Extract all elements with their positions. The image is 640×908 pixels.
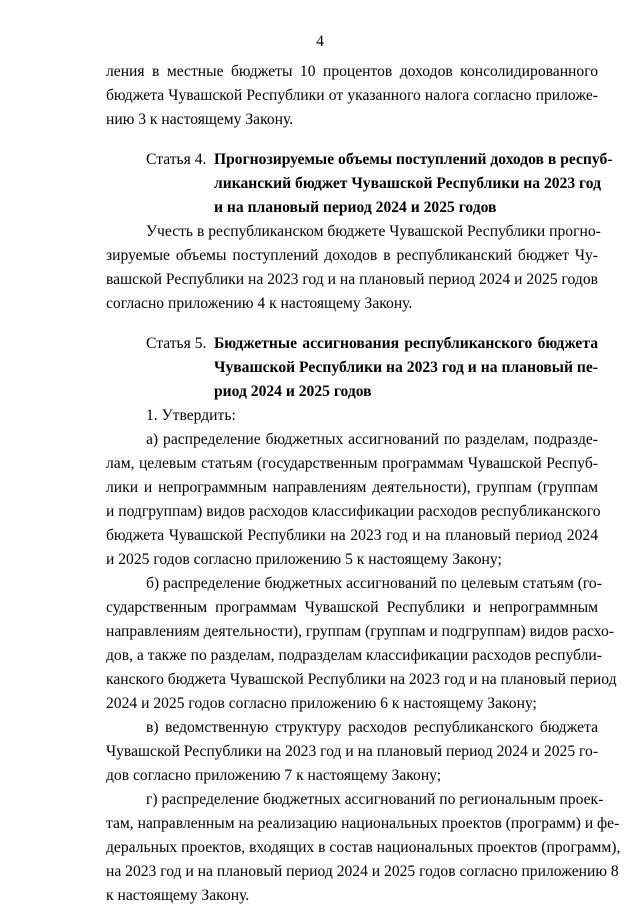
text-line: к настоящему Закону. bbox=[106, 887, 250, 904]
text-line: лам, целевым статьям (государственным программам Чувашской Респуб- bbox=[106, 455, 598, 472]
text-line: дов, а также по разделам, подразделам классификации расходов республи- bbox=[106, 647, 602, 664]
text-line: деральных проектов, входящих в состав национальных проектов (программ), bbox=[106, 839, 621, 856]
text-line: 2024 и 2025 годов согласно приложению 6 к настоящему Закону; bbox=[106, 695, 537, 712]
text-line: нию 3 к настоящему Закону. bbox=[106, 111, 294, 128]
article-4-title-line: и на плановый период 2024 и 2025 годов bbox=[214, 199, 497, 216]
text-line: согласно приложению 4 к настоящему Закону. bbox=[106, 295, 413, 312]
article-5-label: Статья 5. bbox=[146, 335, 207, 352]
text-line: бюджета Чувашской Республики на 2023 год и на плановый период 2024 bbox=[106, 527, 598, 544]
text-line: бюджета Чувашской Республики от указанного налога согласно приложе- bbox=[106, 87, 598, 104]
text-line: там, направленным на реализацию национальных проектов (программ) и фе- bbox=[106, 815, 620, 832]
text-line: зируемые объемы поступлений доходов в республиканский бюджет Чу- bbox=[106, 247, 598, 264]
article-5-title-line: риод 2024 и 2025 годов bbox=[214, 383, 372, 400]
text-line: в) ведомственную структуру расходов республиканского бюджета bbox=[146, 719, 598, 736]
text-line: и подгруппам) видов расходов классификации расходов республиканского bbox=[106, 503, 601, 520]
text-line: а) распределение бюджетных ассигнований по разделам, подразде- bbox=[146, 431, 598, 448]
article-5-title-line: Чувашской Республики на 2023 год и на плановый пе- bbox=[214, 359, 598, 376]
text-line: вашской Республики на 2023 год и на плановый период 2024 и 2025 годов bbox=[106, 271, 598, 288]
text-line: на 2023 год и на плановый период 2024 и 2025 годов согласно приложению 8 bbox=[106, 863, 619, 880]
article-4-title-line: Прогнозируемые объемы поступлений доходов в респуб- bbox=[214, 151, 613, 168]
text-line: Чувашской Республики на 2023 год и на плановый период 2024 и 2025 го- bbox=[106, 743, 599, 760]
text-line: лики и непрограммным направлениям деятельности), группам (группам bbox=[106, 479, 598, 496]
text-line: г) распределение бюджетных ассигнований по региональным проек- bbox=[146, 791, 604, 808]
item-1: 1. Утвердить: bbox=[146, 407, 236, 424]
text-line: Учесть в республиканском бюджете Чувашской Республики прогно- bbox=[146, 223, 601, 240]
text-line: дов согласно приложению 7 к настоящему Закону; bbox=[106, 767, 442, 784]
article-4-title-line: ликанский бюджет Чувашской Республики на 2023 год bbox=[214, 175, 601, 192]
text-line: б) распределение бюджетных ассигнований по целевым статьям (го- bbox=[146, 575, 602, 592]
text-line: сударственным программам Чувашской Республики и непрограммным bbox=[106, 599, 598, 616]
article-5-title-line: Бюджетные ассигнования республиканского бюджета bbox=[214, 335, 598, 352]
page-number: 4 bbox=[316, 33, 324, 50]
text-line: ления в местные бюджеты 10 процентов доходов консолидированного bbox=[106, 63, 598, 80]
text-line: направлениям деятельности), группам (группам и подгруппам) видов расхо- bbox=[106, 623, 614, 640]
text-line: канского бюджета Чувашской Республики на 2023 год и на плановый период bbox=[106, 671, 617, 688]
text-line: и 2025 годов согласно приложению 5 к настоящему Закону; bbox=[106, 551, 502, 568]
article-4-label: Статья 4. bbox=[146, 151, 207, 168]
